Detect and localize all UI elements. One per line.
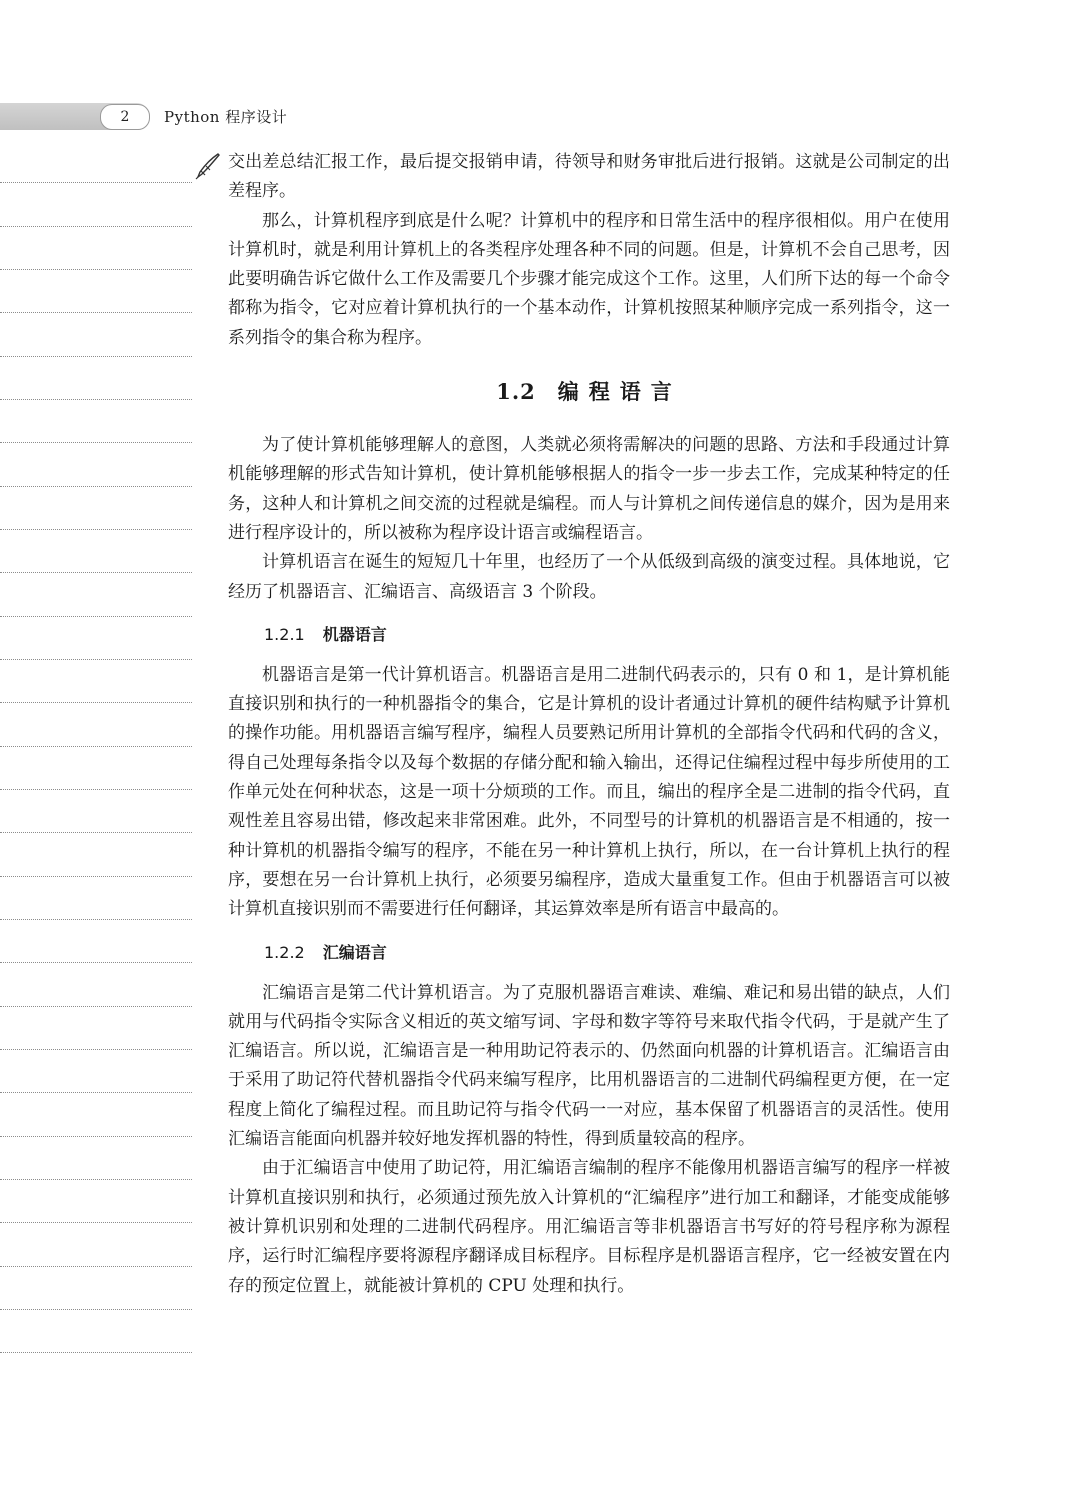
paragraph: 那么，计算机程序到底是什么呢？计算机中的程序和日常生活中的程序很相似。用户在使用计算机时，就是利用计算机上的各类程序处理各种不同的问题。但是，计算机不会自己思考，因此要明确告诉它做什么工作及需要几个步骤才能完成这个工作。这里，人们所下达的每一个命令都称为指令，它对应着计算机执行的一个基本动作，计算机按照某种顺序完成一系列指令，这一系列指令的集合称为程序。 (228, 210, 950, 348)
note-line (0, 702, 192, 703)
paragraph: 由于汇编语言中使用了助记符，用汇编语言编制的程序不能像用机器语言编写的程序一样被计算机直接识别和执行，必须通过预先放入计算机的“汇编程序”进行加工和翻译，才能变成能够被计算机识别和处理的二进制代码程序。用汇编语言等非机器语言书写好的符号程序称为源程序，运行时汇编程序要将源程序翻译成目标程序。目标程序是机器语言程序，它一经被安置在内存的预定位置上，就能被计算机的 CPU 处理和执行。 (228, 1158, 950, 1296)
note-line (0, 269, 192, 270)
paragraph: 为了使计算机能够理解人的意图，人类就必须将需解决的问题的思路、方法和手段通过计算机能够理解的形式告知计算机，使计算机能够根据人的指令一步一步去工作，完成某种特定的任务，这种人和计算机之间交流的过程就是编程。而人与计算机之间传递信息的媒介，因为是用来进行程序设计的，所以被称为程序设计语言或编程语言。 (228, 435, 950, 543)
paragraph: 交出差总结汇报工作，最后提交报销申请，待领导和财务审批后进行报销。这就是公司制定的出差程序。 (228, 152, 950, 202)
note-line (0, 1136, 192, 1137)
note-line (0, 876, 192, 877)
pen-icon (194, 152, 222, 180)
note-line (0, 1222, 192, 1223)
note-line (0, 399, 192, 400)
note-line (0, 1092, 192, 1093)
note-line (0, 746, 192, 747)
section-heading (228, 375, 950, 409)
subsection-number: 1.2.1 (264, 624, 305, 644)
note-line (0, 442, 192, 443)
section-number: 1.2 (496, 379, 536, 405)
note-line (0, 182, 192, 183)
note-line (0, 529, 192, 530)
note-line (0, 1309, 192, 1310)
subsection-number: 1.2.2 (264, 942, 305, 962)
paragraph: 机器语言是第一代计算机语言。机器语言是用二进制代码表示的，只有 0 和 1，是计算机能直接识别和执行的一种机器指令的集合，它是计算机的设计者通过计算机的硬件结构赋予计算机的操作功能。用机器语言编写程序，编程人员要熟记所用计算机的全部指令代码和代码的含义，得自己处理每条指令以及每个数据的存储分配和输入输出，还得记住编程过程中每步所使用的工作单元处在何种状态，这是一项十分烦琐的工作。而且，编出的程序全是二进制的指令代码，直观性差且容易出错，修改起来非常困难。此外，不同型号的计算机的机器语言是不相通的，按一种计算机的机器指令编写的程序，不能在另一种计算机上执行，所以，在一台计算机上执行的程序，要想在另一台计算机上执行，必须要另编程序，造成大量重复工作。但由于机器语言可以被计算机直接识别而不需要进行任何翻译，其运算效率是所有语言中最高的。 (228, 664, 950, 920)
note-line (0, 226, 192, 227)
paragraph: 汇编语言是第二代计算机语言。为了克服机器语言难读、难编、难记和易出错的缺点，人们就用与代码指令实际含义相近的英文缩写词、字母和数字等符号来取代指令代码，于是就产生了汇编语言。所以说，汇编语言是一种用助记符表示的、仍然面向机器的计算机语言。汇编语言由于采用了助记符代替机器指令代码来编写程序，比用机器语言的二进制代码编程更方便，在一定程度上简化了编程过程。而且助记符与指令代码一一对应，基本保留了机器语言的灵活性。使用汇编语言能面向机器并较好地发挥机器的特性，得到质量较高的程序。 (228, 982, 950, 1150)
subsection-heading (264, 939, 950, 967)
subsection-title: 汇编语言 (322, 942, 387, 962)
margin-note-lines (0, 0, 195, 1486)
note-line (0, 919, 192, 920)
subsection-heading (264, 621, 950, 649)
note-line (0, 1049, 192, 1050)
note-line (0, 1266, 192, 1267)
page-content (228, 148, 950, 1301)
note-line (0, 1352, 192, 1353)
note-line (0, 789, 192, 790)
note-line (0, 356, 192, 357)
note-line (0, 572, 192, 573)
subsection-title: 机器语言 (322, 624, 387, 644)
note-line (0, 659, 192, 660)
note-line (0, 1006, 192, 1007)
note-line (0, 312, 192, 313)
note-line (0, 832, 192, 833)
section-title: 编程语言 (557, 379, 682, 405)
note-line (0, 616, 192, 617)
note-line (0, 1179, 192, 1180)
note-line (0, 486, 192, 487)
page-number: 2 (100, 104, 150, 130)
note-line (0, 962, 192, 963)
running-title: Python 程序设计 (164, 108, 288, 126)
paragraph: 计算机语言在诞生的短短几十年里，也经历了一个从低级到高级的演变过程。具体地说，它经历了机器语言、汇编语言、高级语言 3 个阶段。 (228, 552, 950, 602)
